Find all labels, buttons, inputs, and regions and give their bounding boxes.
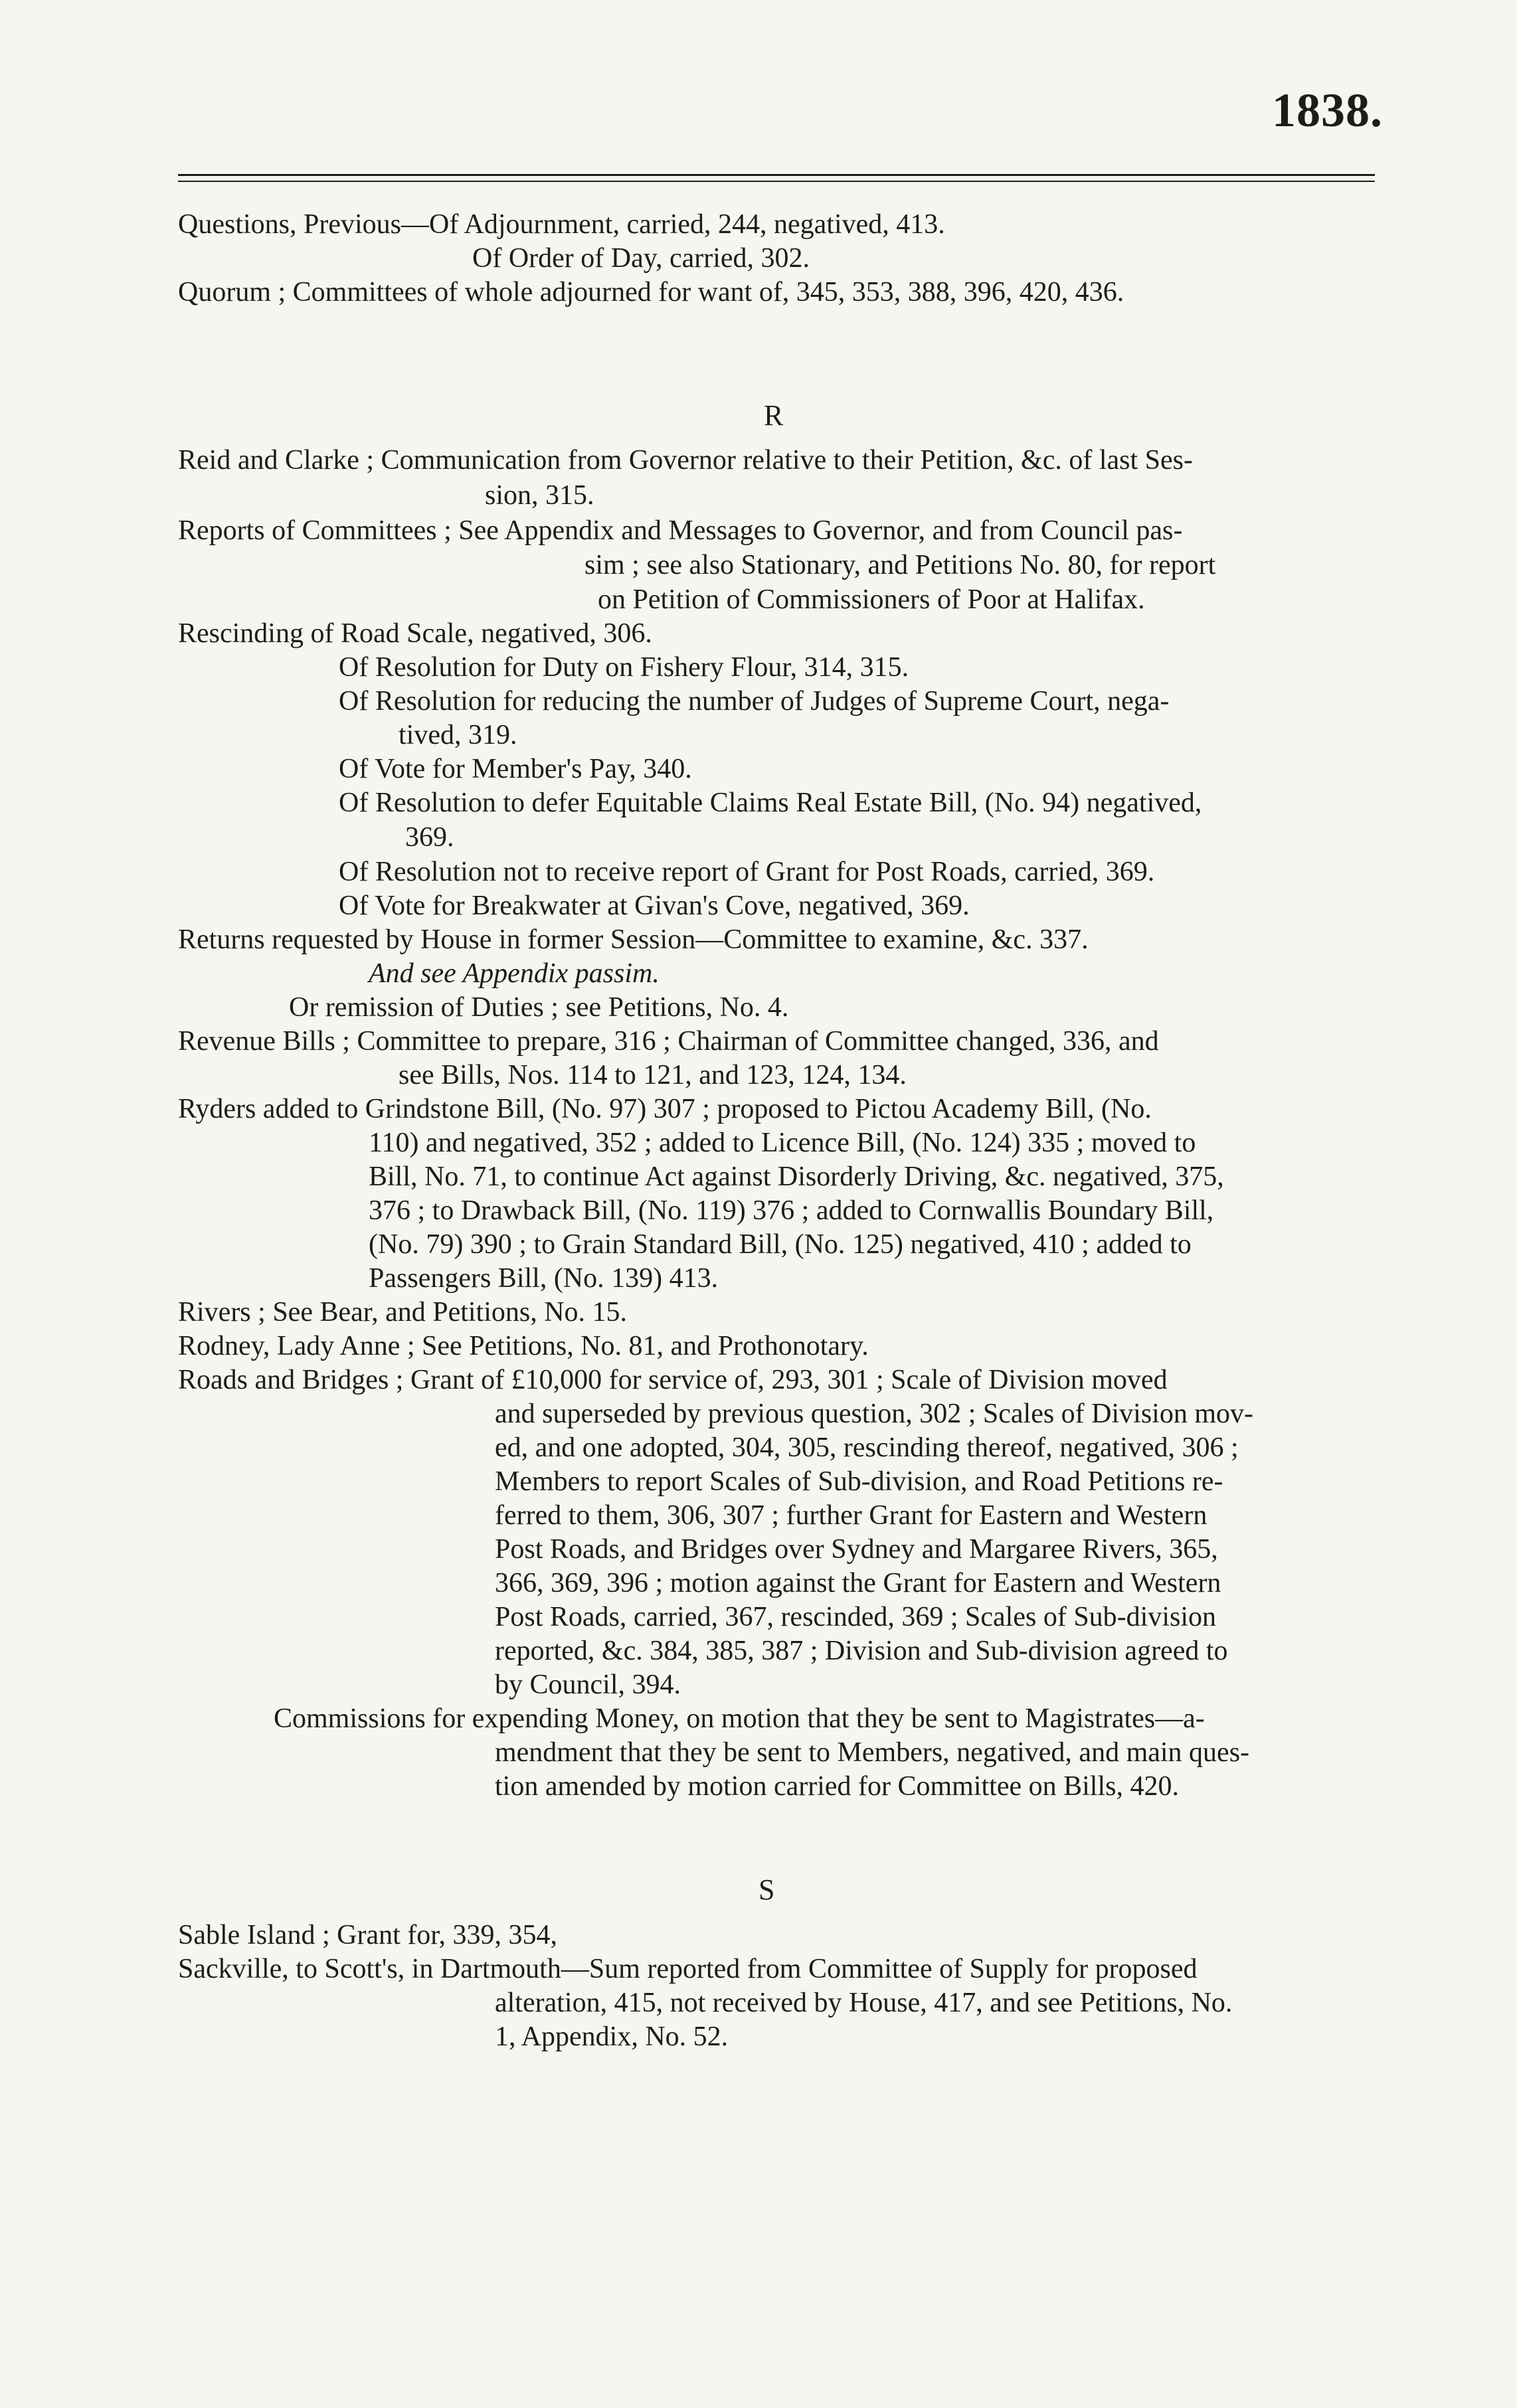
index-continuation: sion, 315. [485, 480, 594, 511]
section-letter: R [764, 399, 784, 432]
index-subentry: Or remission of Duties ; see Petitions, No. 4. [289, 992, 789, 1023]
index-subentry: Of Order of Day, carried, 302. [472, 243, 810, 274]
index-continuation: ed, and one adopted, 304, 305, rescinding thereof, negatived, 306 ; [495, 1432, 1239, 1463]
index-entry: Rodney, Lady Anne ; See Petitions, No. 81, and Prothonotary. [178, 1331, 869, 1361]
index-continuation: alteration, 415, not received by House, 417, and see Petitions, No. [495, 1988, 1233, 2018]
header-rule-top [178, 174, 1375, 176]
index-subentry: Of Vote for Member's Pay, 340. [339, 754, 692, 784]
index-continuation: sim ; see also Stationary, and Petitions No. 80, for report [584, 550, 1216, 580]
section-letter: S [758, 1873, 775, 1906]
index-entry: Revenue Bills ; Committee to prepare, 316 ; Chairman of Committee changed, 336, and [178, 1026, 1159, 1057]
index-entry: Returns requested by House in former Session—Committee to examine, &c. 337. [178, 924, 1089, 955]
index-subentry: Of Resolution for Duty on Fishery Flour, 314, 315. [339, 652, 909, 683]
index-continuation: see Bills, Nos. 114 to 121, and 123, 124, 134. [399, 1060, 907, 1090]
index-continuation: (No. 79) 390 ; to Grain Standard Bill, (No. 125) negatived, 410 ; added to [369, 1229, 1192, 1260]
index-entry: Sackville, to Scott's, in Dartmouth—Sum reported from Committee of Supply for proposed [178, 1954, 1198, 1984]
index-continuation: by Council, 394. [495, 1670, 681, 1700]
index-continuation: Members to report Scales of Sub-division, and Road Petitions re- [495, 1466, 1223, 1497]
index-continuation: reported, &c. 384, 385, 387 ; Division and Sub-division agreed to [495, 1636, 1228, 1666]
index-subentry: Of Resolution not to receive report of Grant for Post Roads, carried, 369. [339, 857, 1155, 887]
index-subentry: Commissions for expending Money, on motion that they be sent to Magistrates—a- [274, 1703, 1205, 1734]
index-continuation: Bill, No. 71, to continue Act against Disorderly Driving, &c. negatived, 375, [369, 1161, 1224, 1192]
index-continuation: ferred to them, 306, 307 ; further Grant for Eastern and Western [495, 1500, 1207, 1531]
index-continuation: Post Roads, and Bridges over Sydney and Margaree Rivers, 365, [495, 1534, 1218, 1565]
index-continuation: 369. [405, 822, 454, 853]
index-entry: Sable Island ; Grant for, 339, 354, [178, 1920, 558, 1950]
index-continuation: on Petition of Commissioners of Poor at Halifax. [598, 584, 1145, 615]
index-continuation: 110) and negatived, 352 ; added to Licence Bill, (No. 124) 335 ; moved to [369, 1128, 1196, 1158]
index-continuation: Passengers Bill, (No. 139) 413. [369, 1263, 719, 1294]
index-subentry: Of Resolution for reducing the number of Judges of Supreme Court, nega- [339, 686, 1170, 717]
index-entry: Rivers ; See Bear, and Petitions, No. 15. [178, 1297, 628, 1328]
index-entry: Roads and Bridges ; Grant of £10,000 for service of, 293, 301 ; Scale of Division moved [178, 1365, 1168, 1395]
index-continuation: tion amended by motion carried for Committee on Bills, 420. [495, 1771, 1179, 1802]
index-entry: Ryders added to Grindstone Bill, (No. 97) 307 ; proposed to Pictou Academy Bill, (No. [178, 1094, 1152, 1124]
index-entry: Questions, Previous—Of Adjournment, carried, 244, negatived, 413. [178, 209, 945, 240]
index-subentry: Of Resolution to defer Equitable Claims Real Estate Bill, (No. 94) negatived, [339, 788, 1202, 818]
index-continuation: 376 ; to Drawback Bill, (No. 119) 376 ; added to Cornwallis Boundary Bill, [369, 1195, 1214, 1226]
index-crossref: And see Appendix passim. [369, 958, 660, 989]
index-continuation: Post Roads, carried, 367, rescinded, 369 ; Scales of Sub-division [495, 1602, 1217, 1632]
index-entry: Reports of Committees ; See Appendix and Messages to Governor, and from Council pas- [178, 515, 1183, 546]
index-subentry: Of Vote for Breakwater at Givan's Cove, negatived, 369. [339, 891, 970, 921]
header-rule-bottom [178, 181, 1375, 182]
index-continuation: 1, Appendix, No. 52. [495, 2021, 729, 2052]
index-continuation: and superseded by previous question, 302 ; Scales of Division mov- [495, 1399, 1253, 1429]
index-continuation: mendment that they be sent to Members, negatived, and main ques- [495, 1737, 1250, 1768]
index-continuation: 366, 369, 396 ; motion against the Grant for Eastern and Western [495, 1568, 1221, 1598]
index-entry: Quorum ; Committees of whole adjourned for want of, 345, 353, 388, 396, 420, 436. [178, 277, 1124, 307]
index-entry: Rescinding of Road Scale, negatived, 306. [178, 618, 652, 649]
page-year: 1838. [1272, 84, 1383, 137]
index-entry: Reid and Clarke ; Communication from Governor relative to their Petition, &c. of last Ses- [178, 445, 1193, 475]
index-continuation: tived, 319. [399, 720, 517, 750]
